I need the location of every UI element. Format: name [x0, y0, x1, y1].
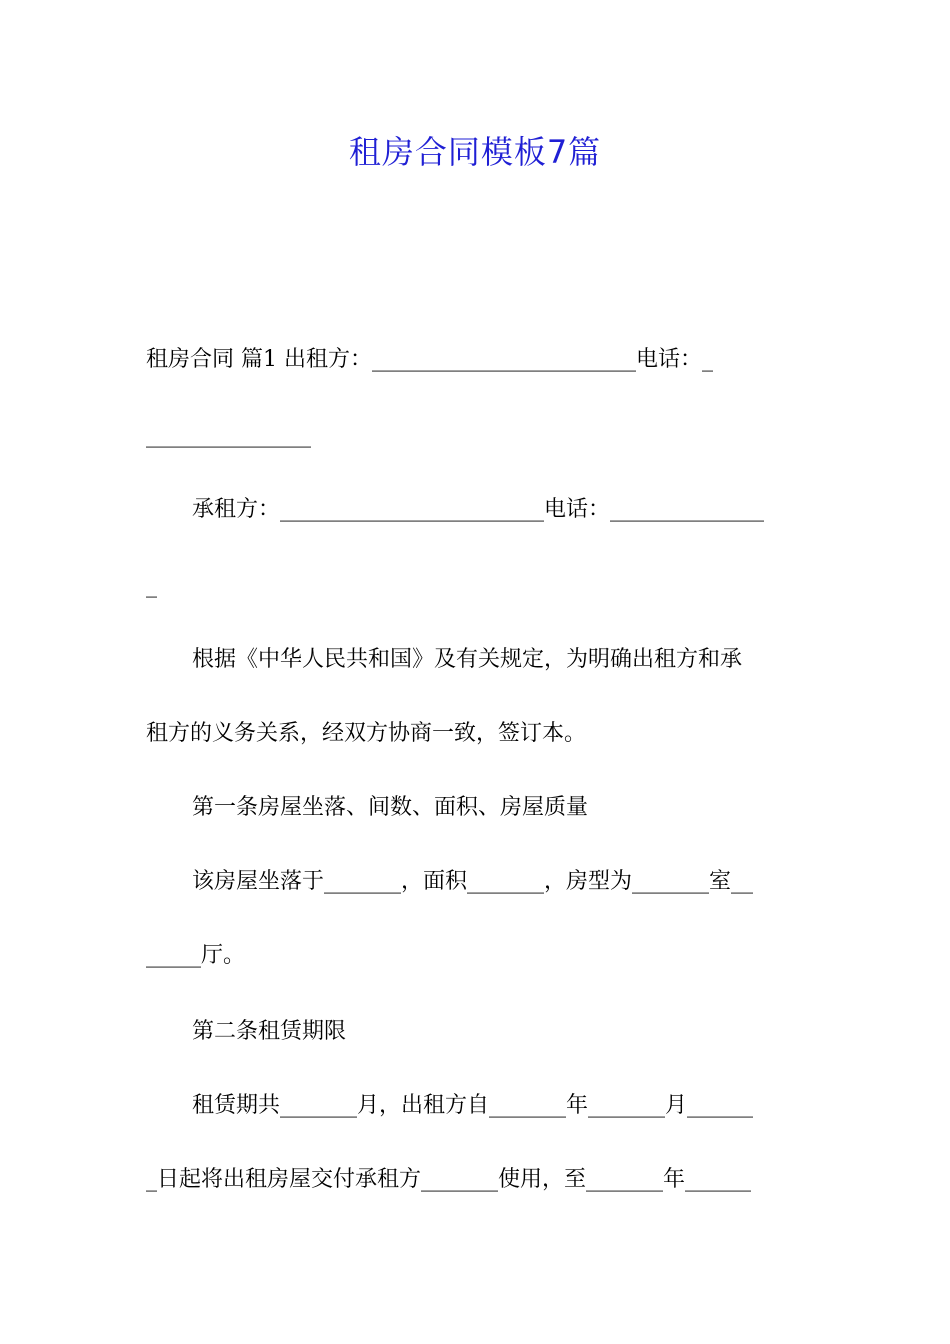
lessee-phone-continuation: _: [146, 573, 157, 598]
preamble-line-1: 根据《中华人民共和国》及有关规定，为明确出租方和承: [192, 647, 743, 672]
lessee-line: 承租方：________________________电话：______________: [192, 497, 765, 522]
preamble-line-2: 租方的义务关系，经双方协商一致，签订本。: [146, 721, 587, 746]
article-1-body-line-2: _____厅。: [146, 943, 246, 968]
article-1-body-line-1: 该房屋坐落于_______，面积_______，房型为_______室__: [192, 869, 754, 894]
contract-heading-lessor-line: 租房合同 篇1 出租方：________________________电话：_: [146, 347, 713, 372]
article-1-heading: 第一条房屋坐落、间数、面积、房屋质量: [192, 795, 589, 820]
lessor-phone-continuation: _______________: [146, 423, 311, 448]
article-2-body-line-1: 租赁期共_______月，出租方自_______年_______月______: [192, 1093, 754, 1118]
article-2-body-line-2: _日起将出租房屋交付承租方_______使用，至_______年______: [146, 1167, 752, 1192]
article-2-heading: 第二条租赁期限: [192, 1019, 347, 1044]
document-title: 租房合同模板7篇: [348, 133, 602, 171]
